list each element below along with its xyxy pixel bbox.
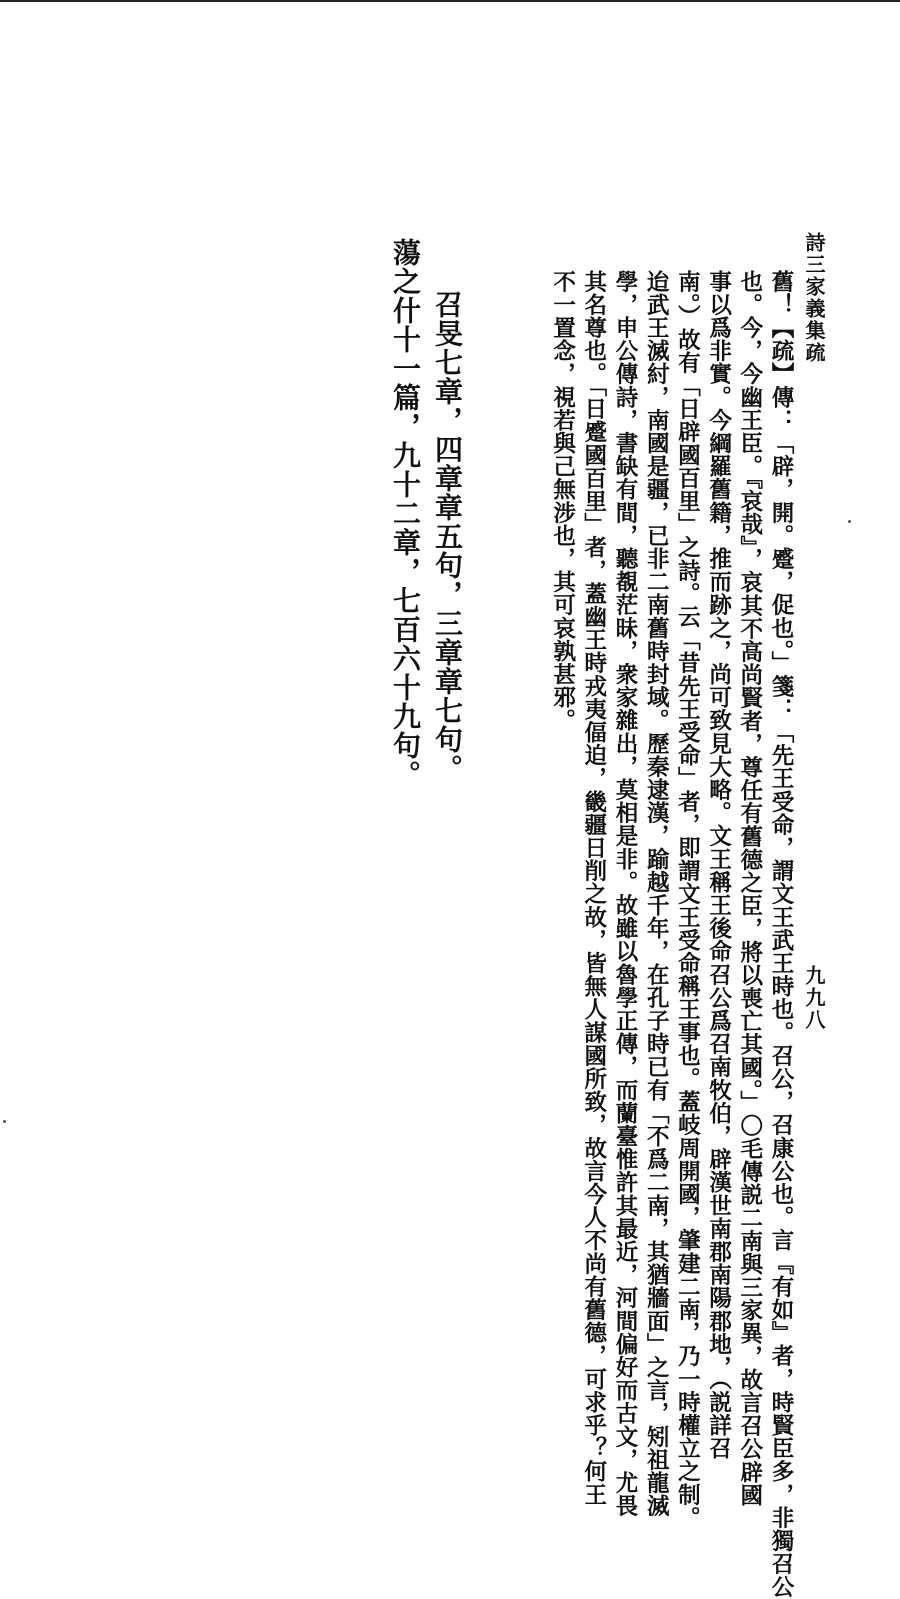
commentary-column: 也。今，今幽王臣。『哀哉』，哀其不高尚賢者，尊任有舊德之臣，將以喪亡其國。」〇毛傳説二南與三家異，故言召公辟國 bbox=[736, 270, 763, 1507]
commentary-column: 不一置念，視若與己無涉也，其可哀孰甚邪。 bbox=[549, 270, 576, 732]
commentary-column: 事以爲非實。今綱羅舊籍，推而跡之，尚可致見大略。文王稱王後命召公爲召南牧伯，辟漢世南郡南陽郡地，（説詳召 bbox=[705, 270, 732, 1460]
commentary-column: 舊！【疏】傳：「辟，開。蹙，促也。」箋：「先王受命，謂文王武王時也。召公，召康公也。言『有如』者，時賢臣多，非獨召公 bbox=[768, 270, 794, 1599]
commentary-column: 南。）故有「日辟國百里」之詩。云「昔先王受命」者，即謂文王受命稱王事也。蓋岐周開國，肇建二南，乃一時權立之制。 bbox=[674, 270, 701, 1530]
chapter-summary bbox=[384, 238, 468, 938]
commentary-column: 其名尊也。「日蹙國百里」者，蓋幽王時戎夷偪迫，畿疆日削之故，皆無人謀國所致，故言今人不尚有舊德，可求乎？何王 bbox=[580, 270, 607, 1507]
commentary-column: 迨武王滅紂，南國是疆，已非二南舊時封域。歷秦逮漢，踰越千年，在孔子時已有「不爲二南，其猶牆面」之言，矧祖龍滅 bbox=[643, 270, 670, 1518]
section-summary-line: 蕩之什十一篇，九十二章，七百六十九句。 bbox=[389, 238, 422, 789]
book-title: 詩三家義集疏 bbox=[802, 232, 826, 364]
scan-speck bbox=[848, 520, 851, 523]
page-number: 九九八 bbox=[802, 965, 826, 1031]
commentary-block bbox=[546, 270, 796, 1599]
poem-summary-line: 召旻七章，四章章五句，三章章七句。 bbox=[431, 290, 464, 783]
commentary-column: 學，申公傳詩，書缺有間，聽覩茫昧，衆家雜出，莫相是非。故雖以魯學正傳，而蘭臺惟許其最近，河間偏好而古文，尤畏 bbox=[611, 270, 638, 1518]
scan-speck bbox=[3, 1120, 6, 1123]
page-top-rule bbox=[0, 0, 900, 2]
